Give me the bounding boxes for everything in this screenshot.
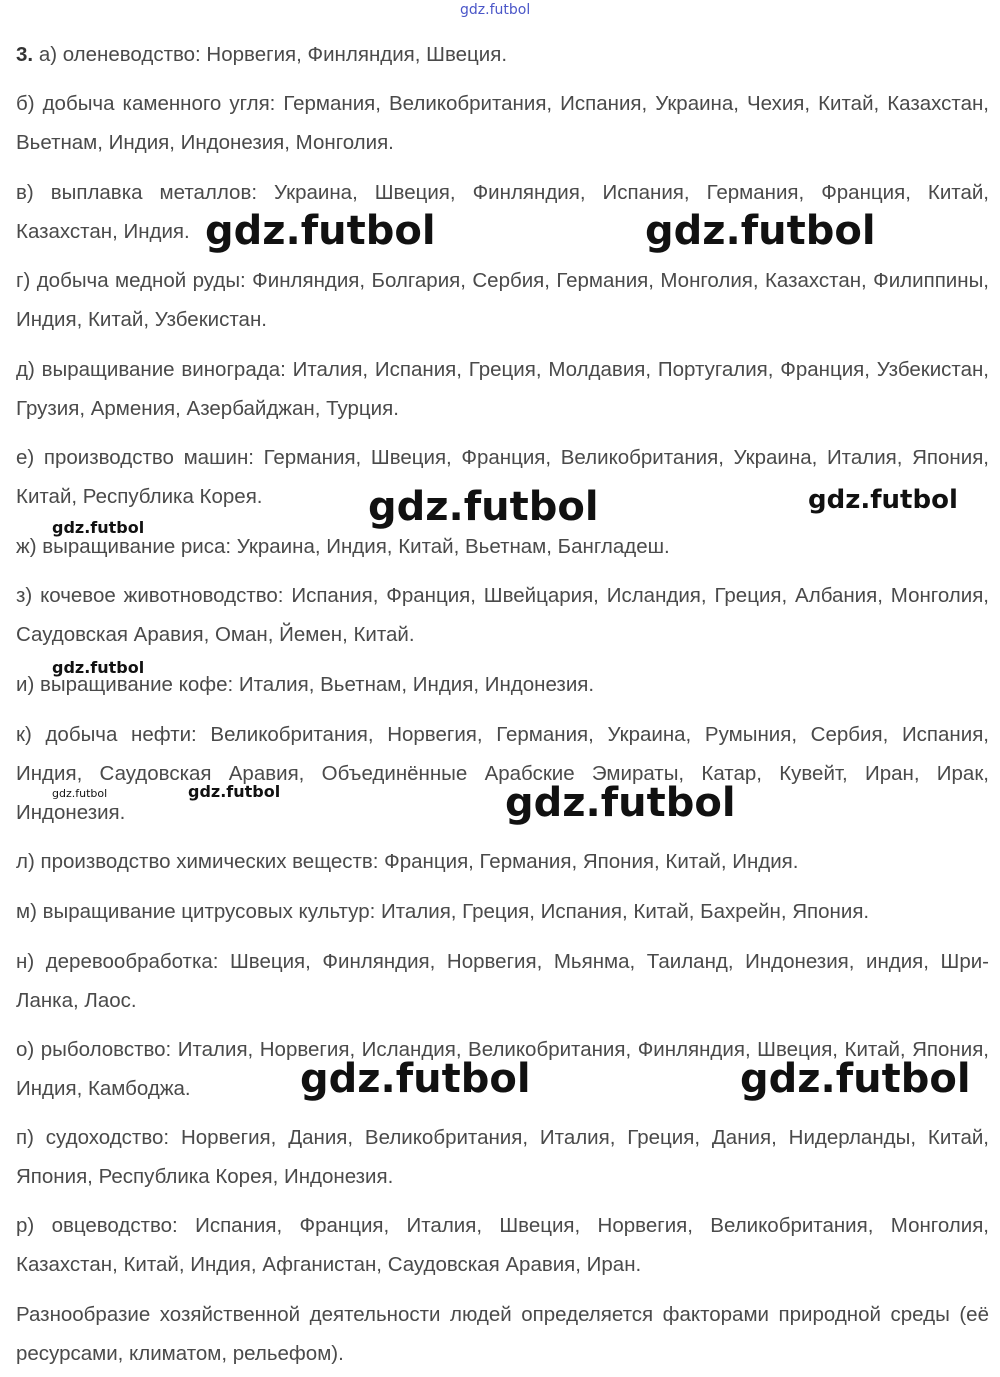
task-number: 3.: [16, 43, 34, 66]
watermark-1: gdz.futbol: [205, 208, 436, 254]
watermark-2: gdz.futbol: [645, 208, 876, 254]
conclusion: Разнообразие хозяйственной деятельности людей определяется факторами природной среды (её ресурсами, климатом, рельефом).: [16, 1303, 989, 1365]
watermark-6: gdz.futbol: [52, 658, 145, 677]
item-v: в) выплавка металлов: Украина, Швеция, Финляндия, Испания, Германия, Франция, Китай, Казахстан, Индия.: [16, 181, 989, 243]
watermark-top: gdz.futbol: [460, 2, 531, 18]
item-n: н) деревообработка: Швеция, Финляндия, Норвегия, Мьянма, Таиланд, Индонезия, индия, Шри-Ланка, Лаос.: [16, 950, 989, 1012]
item-o: о) рыболовство: Италия, Норвегия, Исландия, Великобритания, Финляндия, Швеция, Китай, Япония, Индия, Камбоджа.: [16, 1038, 989, 1100]
watermark-4: gdz.futbol: [808, 485, 958, 515]
watermark-3: gdz.futbol: [368, 484, 599, 530]
watermark-11: gdz.futbol: [740, 1056, 971, 1102]
item-z: з) кочевое животноводство: Испания, Франция, Швейцария, Исландия, Греция, Албания, Монголия, Саудовская Аравия, Оман, Йемен, Китай.: [16, 584, 989, 646]
item-i: и) выращивание кофе: Италия, Вьетнам, Индия, Индонезия.: [16, 673, 595, 696]
watermark-8: gdz.futbol: [188, 782, 281, 801]
item-e: е) производство машин: Германия, Швеция, Франция, Великобритания, Украина, Италия, Япония, Китай, Республика Корея.: [16, 446, 989, 508]
watermark-9: gdz.futbol: [505, 780, 736, 826]
item-m: м) выращивание цитрусовых культур: Италия, Греция, Испания, Китай, Бахрейн, Япония.: [16, 900, 870, 923]
watermark-10: gdz.futbol: [300, 1056, 531, 1102]
item-a: [16, 35, 989, 74]
watermark-5: gdz.futbol: [52, 518, 145, 537]
item-k: к) добыча нефти: Великобритания, Норвегия, Германия, Украина, Румыния, Сербия, Испания, Индия, Саудовская Аравия, Объединённые Арабские Эмираты, Катар, Кувейт, Иран, Ирак, Индонезия.: [16, 723, 989, 824]
watermark-7: gdz.futbol: [52, 787, 108, 800]
item-g: г) добыча медной руды: Финляндия, Болгария, Сербия, Германия, Монголия, Казахстан, Филиппины, Индия, Китай, Узбекистан.: [16, 269, 989, 331]
item-b: б) добыча каменного угля: Германия, Великобритания, Испания, Украина, Чехия, Китай, Казахстан, Вьетнам, Индия, Индонезия, Монголия.: [16, 92, 989, 154]
item-p: п) судоходство: Норвегия, Дания, Великобритания, Италия, Греция, Дания, Нидерланды, Китай, Япония, Республика Корея, Индонезия.: [16, 1126, 989, 1188]
item-a-text: а) оленеводство: Норвегия, Финляндия, Швеция.: [38, 43, 508, 66]
item-zh: ж) выращивание риса: Украина, Индия, Китай, Вьетнам, Бангладеш.: [16, 535, 670, 558]
item-l: л) производство химических веществ: Франция, Германия, Япония, Китай, Индия.: [16, 850, 799, 873]
item-r: р) овцеводство: Испания, Франция, Италия, Швеция, Норвегия, Великобритания, Монголия, Казахстан, Китай, Индия, Афганистан, Саудовская Аравия, Иран.: [16, 1214, 989, 1276]
item-d: д) выращивание винограда: Италия, Испания, Греция, Молдавия, Португалия, Франция, Узбекистан, Грузия, Армения, Азербайджан, Турция.: [16, 358, 989, 420]
